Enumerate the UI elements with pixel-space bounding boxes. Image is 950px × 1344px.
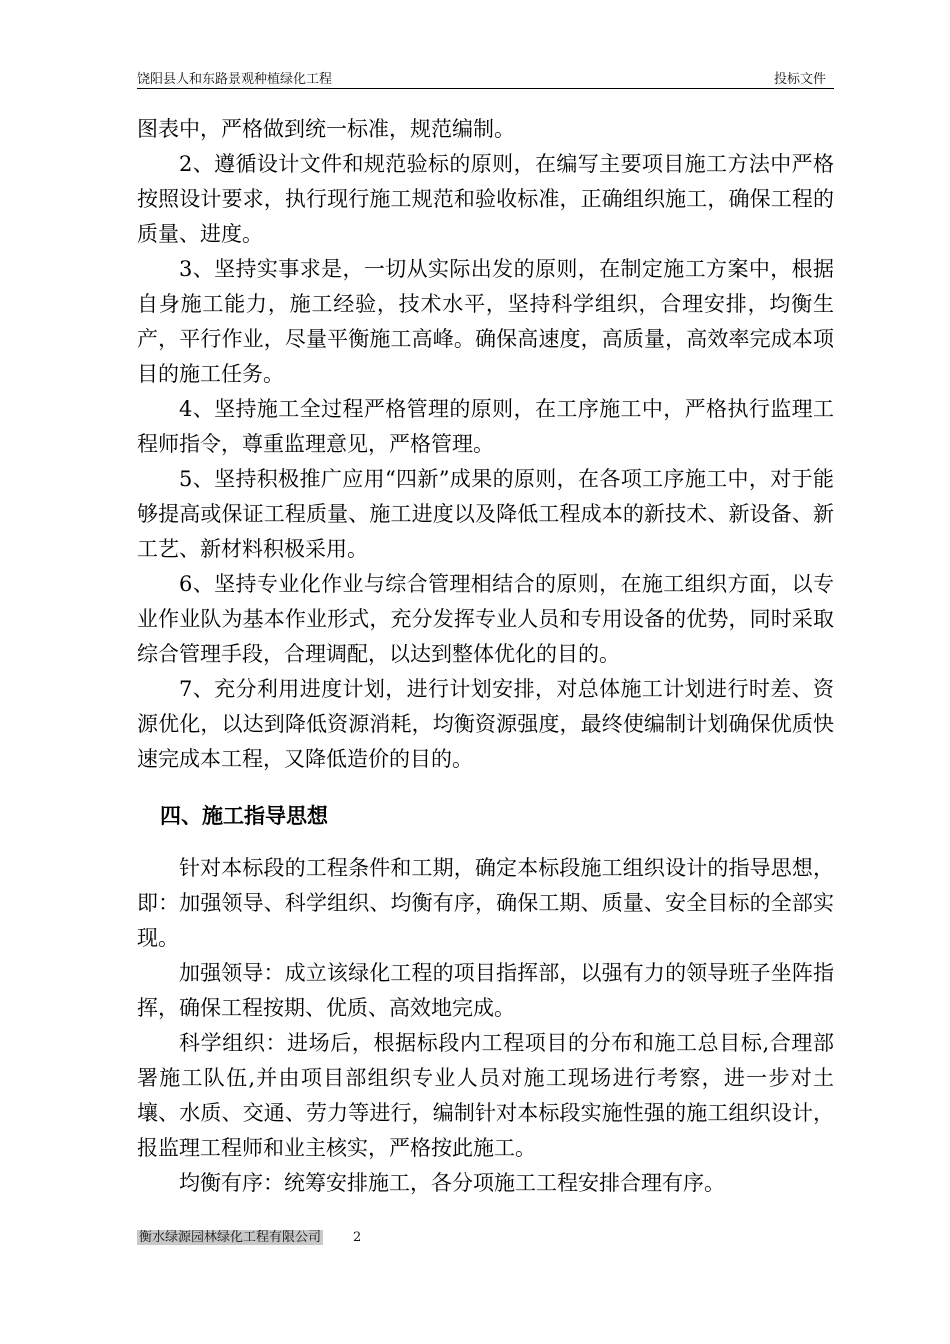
paragraph-principle-6: 6、坚持专业化作业与综合管理相结合的原则，在施工组织方面，以专业作业队为基本作业形式，充分发挥专业人员和专用设备的优势，同时采取综合管理手段，合理调配，以达到整体优化的目的。 [137, 572, 834, 666]
paragraph-balanced-order: 均衡有序：统筹安排施工，各分项施工工程安排合理有序。 [179, 1171, 725, 1195]
spacer [137, 834, 834, 851]
header-divider [137, 88, 834, 89]
paragraph-continuation: 图表中，严格做到统一标准，规范编制。 [137, 117, 515, 141]
spacer [137, 777, 834, 799]
footer-company-name: 衡水绿源园林绿化工程有限公司 [139, 1230, 322, 1245]
paragraph-principle-7: 7、充分利用进度计划，进行计划安排，对总体施工计划进行时差、资源优化，以达到降低资源消耗，均衡资源强度，最终使编制计划确保优质快速完成本工程，又降低造价的目的。 [137, 677, 834, 771]
paragraph-principle-2: 2、遵循设计文件和规范验标的原则，在编写主要项目施工方法中严格按照设计要求，执行现行施工规范和验收标准，正确组织施工，确保工程的质量、进度。 [137, 152, 834, 246]
paragraph-principle-4: 4、坚持施工全过程严格管理的原则，在工序施工中，严格执行监理工程师指令，尊重监理意见，严格管理。 [137, 397, 834, 456]
paragraph-principle-3: 3、坚持实事求是，一切从实际出发的原则，在制定施工方案中，根据自身施工能力，施工经验，技术水平，坚持科学组织，合理安排，均衡生产，平行作业，尽量平衡施工高峰。确保高速度，高质量，高效率完成本项目的施工任务。 [137, 257, 834, 386]
paragraph-principle-5: 5、坚持积极推广应用“四新”成果的原则，在各项工序施工中，对于能够提高或保证工程质量、施工进度以及降低工程成本的新技术、新设备、新工艺、新材料积极采用。 [137, 467, 834, 561]
page-footer [137, 1226, 361, 1245]
paragraph-leadership: 加强领导：成立该绿化工程的项目指挥部，以强有力的领导班子坐阵指挥，确保工程按期、优质、高效地完成。 [137, 961, 834, 1020]
paragraph-organization: 科学组织：进场后，根据标段内工程项目的分布和施工总目标,合理部署施工队伍,并由项目部组织专业人员对施工现场进行考察，进一步对土壤、水质、交通、劳力等进行，编制针对本标段实施性强的施工组织设计，报监理工程师和业主核实，严格按此施工。 [137, 1031, 834, 1160]
page-header [137, 68, 834, 88]
header-project-title: 饶阳县人和东路景观种植绿化工程 [137, 72, 333, 87]
header-doc-type: 投标文件 [773, 72, 826, 87]
document-body [137, 112, 834, 1201]
section-heading: 四、施工指导思想 [160, 804, 328, 828]
paragraph-guiding-thought: 针对本标段的工程条件和工期，确定本标段施工组织设计的指导思想，即：加强领导、科学组织、均衡有序，确保工期、质量、安全目标的全部实现。 [137, 856, 834, 950]
footer-page-number: 2 [353, 1230, 362, 1245]
